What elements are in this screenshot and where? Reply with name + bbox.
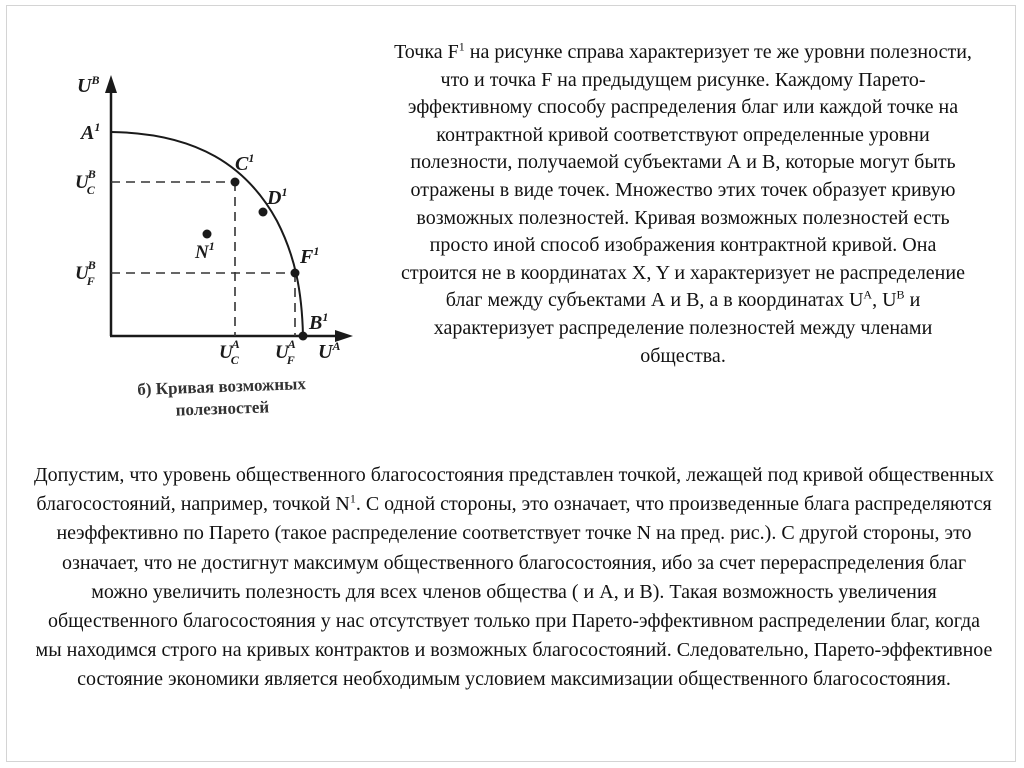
point-c1: [231, 178, 240, 187]
figure-caption-line2: полезностей: [175, 397, 270, 420]
label-n1: $N^1$: [195, 239, 215, 263]
x-axis-label: $U^A$: [318, 339, 341, 363]
figure-caption-line1: б) Кривая возможных: [137, 374, 307, 399]
tick-ucb: UB C: [75, 167, 96, 197]
tick-uca: UA C: [219, 337, 240, 367]
tick-ufb: UB F: [75, 258, 96, 288]
point-n1: [203, 230, 212, 239]
label-d1: $D^1$: [267, 185, 288, 209]
tick-ufa: UA F: [275, 337, 296, 367]
label-b1: $B^1$: [309, 310, 329, 334]
point-f1: [291, 269, 300, 278]
figure-caption: [106, 372, 337, 424]
utility-curve-diagram: [47, 61, 377, 381]
label-c1: $C^1$: [235, 151, 255, 175]
y-axis-arrow: [105, 75, 117, 93]
slide: [6, 5, 1016, 762]
label-a1: $A^1$: [81, 120, 101, 144]
label-f1: $F^1$: [300, 244, 320, 268]
utility-possibility-figure: [47, 61, 377, 441]
point-b1: [299, 332, 308, 341]
bottom-paragraph: Допустим, что уровень общественного благосостояния представлен точкой, лежащей под кривой общественных благосостояний, например, точкой $N^1$. С одной стороны, это означает, что произведенные блага распределяются неэффективно по Парето (такое распределение соответствует точке N на пред. рис.). С другой стороны, это означает, что не достигнут максимум общественного благосостояния, ибо за счет перераспределения благ можно увеличить полезность для всех членов общества ( и А, и В). Такая возможность увеличения общественного благосостояния у нас отсутствует только при Парето-эффективном распределении благ, когда мы находимся строго на кривых контрактов и возможных благосостояний. Следовательно, Парето-эффективное состояние экономики является необходимым условием максимизации общественного благосостояния.: [34, 464, 994, 691]
right-paragraph: Точка $F^1$ на рисунке справа характеризует те же уровни полезности, что и точка F на предыдущем рисунке. Каждому Парето-эффективному способу распределения благ или каждой точке на контрактной кривой соответствуют определенные уровни полезности, получаемой субъектами А и В, которые могут быть отражены в виде точек. Множество этих точек образует кривую возможных полезностей. Кривая возможных полезностей есть просто иной способ изображения контрактной кривой. Она строится не в координатах X, Y и характеризует не распределение благ между субъектами А и В, а в координатах $U^A$, $U^B$ и характеризует распределение полезностей между членами общества.: [394, 39, 972, 367]
y-axis-label: $U^B$: [77, 73, 100, 97]
